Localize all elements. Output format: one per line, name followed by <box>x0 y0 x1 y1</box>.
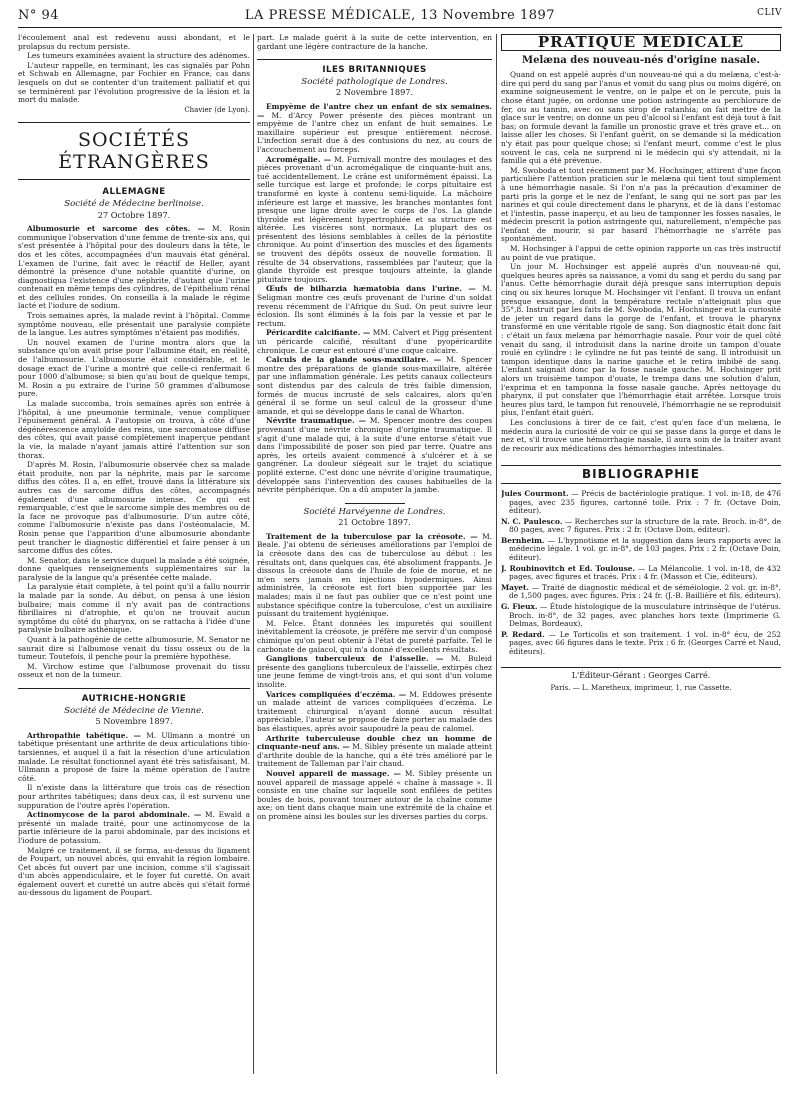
report-title: Ganglions tuberculeux de l'aisselle. — <box>266 654 444 664</box>
bibliography-entry: Jules Courmont. — Précis de bactériologie pratique. 1 vol. in-18, de 476 pages, avec 235 figures, cartonné toile. Prix : 7 fr. (Octave Doin, éditeur). <box>501 488 781 516</box>
society-name: Société Harvéyenne de Londres. <box>303 506 446 517</box>
column-1 <box>18 34 250 1064</box>
paragraph: Les tumeurs examinées avaient la structure des adénomes. <box>27 51 250 61</box>
paragraph: Quant à la pathogénie de cette albumosurie, M. Senator ne saurait dire si l'albumose venait du tissu osseux ou de la tumeur. Toutefois, il penche pour la première hypothèse. <box>18 635 250 662</box>
editor-line: L'Éditeur-Gérant : Georges Carré. <box>501 667 781 681</box>
paragraph: D'après M. Rosin, l'albumosurie observée chez sa malade était produite, non par la néphrite, mais par le sarcome diffus des côtes. Il a, en effet, trouvé dans la littérature six autres cas de sarcome diffus des côtes, accompagnés également d'une albumosurie intense. Ce qui est remarquable, c'est que le sarcome simple des membres ou de la face ne provoque pas d'albumosurie. D'un autre côté, comme l'albumosurie n'existe pas dans l'ostéomalacie, M. Rosin pense que l'apparition d'une albumosurie abondante peut trancher le diagnostic différentiel et faire penser à un sarcome diffus des côtes. <box>18 460 250 556</box>
report-title: Arthropathie tabétique. — <box>27 730 141 740</box>
paragraph: part. Le malade guérit à la suite de cette intervention, en gardant une légère contracture de la hanche. <box>257 34 492 51</box>
paragraph: L'auteur rappelle, en terminant, les cas signalés par Pohn et Schwab en Allemagne, par Fochier en France, cas dans lesquels on dut se contenter d'un traitement palliatif et qui se terminèrent par l'évolution progressive de la lésion et la mort du malade. <box>18 60 250 105</box>
society-name: Société de Médecine de Vienne. <box>64 705 204 716</box>
paragraph: Acromégalie. — M. Furnivall montre des moulages et des pièces provenant d'un acromégalique de cinquante-huit ans, tué accidentellement. Le crâne est uniformément épaissi. La selle turcique est large et profonde; le corps pituitaire est transformé en kyste à contenu semi-liquide. La mâchoire inférieure est large et massive, les branches montantes font presque une ligne droite avec le corps de l'os. La glande thyroïde est légèrement hypertrophiée et sa structure est altérée. Les viscères sont normaux. La plupart des os présentent des lésions semblables à celles de la périostite chronique. Au point d'insertion des muscles et des ligaments se trouvent des dépôts osseux de nouvelle formation. Il résulte de 34 observations, rassemblées par l'auteur, que la glande thyroïde est presque toujours atteinte, la glande pituitaire toujours. <box>257 154 492 284</box>
report-title: Péricardite calcifiante. — <box>266 328 371 338</box>
society-name: Société pathologique de Londres. <box>301 76 448 87</box>
paragraph: Arthropathie tabétique. — M. Ullmann a montré un tabétique présentant une arthrite de deux articulations tibio-tarsiennes, et auquel il a fait la résection d'une articulation malade. Le résultat fonctionnel ayant été très satisfaisant, M. Ullmann a proposé de faire la même opération de l'autre côté. <box>18 730 250 783</box>
article-title: Melæna des nouveau-nés d'origine nasale. <box>522 54 760 66</box>
paragraph: Un jour M. Hochsinger est appelé auprès d'un nouveau-né qui, quelques heures après sa naissance, a vomi du sang et perdu du sang par l'anus. Cette hémorrhagie durait déjà presque sans interruption depuis cinq ou six heures lorsque M. Hochsinger vit l'enfant. Il trouva un enfant presque exsangue, dont la température rectale n'atteignait plus que 35°,8. Instruit par les faits de M. Swoboda, M. Hochsinger eut la curiosité de jeter un regard dans la gorge de l'enfant, et trouva le pharynx transformé en une véritable rigole de sang. Son diagnostic était donc fait : c'était un faux melæna par hémorrhagie nasale. Pour voir de quel côté venait du sang, il introduisit dans la narine droite un tampon d'ouate roulé en cylindre : le cylindre ne fut pas teinté de sang. Il introduisit un tampon identique dans la narine gauche et le retira imbibé de sang. L'enfant saignait donc par la fosse nasale gauche. M. Hochsinger prit alors un troisième tampon d'ouate, le trempa dans une solution d'alun, l'exprima et en tamponna la fosse nasale gauche. Après nettoyage du pharynx, il put constater que l'hémorrhagie était arrêtée. Lorsque trois heures plus tard, le tampon fut renouvelé, l'hémorrhagie ne se reproduisit plus, l'enfant était guéri. <box>501 262 781 418</box>
paragraph: M. Hochsinger à l'appui de cette opinion rapporte un cas très instructif au point de vue pratique. <box>501 244 781 262</box>
report-title: Arthrite tuberculeuse double chez un homme de cinquante-neuf ans. — <box>257 733 492 752</box>
paragraph: Un nouvel examen de l'urine montra alors que la substance qu'on avait prise pour l'albumine était, en réalité, de l'albumosurie. L'albumosurie était considérable, et le dosage exact de l'urine a montré que celle-ci renfermait 6 pour 1000 d'albumose; si bien qu'au bout de quelque temps, M. Rosin a pu extraire de l'urine 50 grammes d'albumose pure. <box>18 337 250 399</box>
rubric-title: PRATIQUE MÉDICALE <box>501 34 781 51</box>
bibliography-entry: N. C. Paulesco. — Recherches sur la structure de la rate. Broch. in-8°, de 80 pages, avec 7 figures. Prix : 2 fr. (Octave Doin, éditeur). <box>501 516 781 535</box>
printer-line: Paris. — L. Maretheux, imprimeur, 1, rue Cassette. <box>550 684 732 693</box>
report-title: Névrite traumatique. — <box>266 416 367 426</box>
page-folio: CLIV <box>757 8 782 18</box>
signature: Chavier (de Lyon). <box>184 105 250 114</box>
page-header <box>18 6 782 28</box>
bibliography-entry: J. Roubinovitch et Ed. Toulouse. — La Mélancolie. 1 vol. in-18, de 432 pages, avec figures et tracés. Prix : 4 fr. (Masson et Cie, éditeurs). <box>501 563 781 582</box>
paragraph: M. Virchow estime que l'albumose provenait du tissu osseux et non de la tumeur. <box>18 661 250 680</box>
paragraph: La malade succomba, trois semaines après son entrée à l'hôpital, à une pneumonie terminale, venue compliquer l'épuisement général. A l'autopsie on trouva, à côté d'une dégénérescence amyloïde des reins, une sarcomatose diffuse des côtes, qui avait passé complètement inaperçue pendant la vie, la malade n'ayant jamais attiré l'attention sur son thorax. <box>18 399 250 460</box>
journal-title: LA PRESSE MÉDICALE, 13 Novembre 1897 <box>244 8 556 23</box>
report-title: Empyème de l'antre chez un enfant de six semaines. — <box>257 101 492 120</box>
report-title: Calculs de la glande sous-maxillaire. — <box>266 355 442 365</box>
country-heading: AUTRICHE-HONGRIE <box>18 688 250 704</box>
report-title: Albumosurie et sarcome des côtes. — <box>27 224 205 234</box>
paragraph: Quand on est appelé auprès d'un nouveau-né qui a du melæna, c'est-à-dire qui perd du sang par l'anus et vomit du sang plus ou moins digéré, on examine soigneusement le ventre, on le palpe et on le percute, puis la chose étant jugée, on ordonne une potion astringente au perchlorure de fer, ou au tannin, avec ou sans sirop de ratanhia; on fait mettre de la glace sur le ventre; on donne un peu d'alcool si l'enfant est déjà tout à fait bas; on formule devant la famille un pronostic grave et très grave et... on laisse aller les choses. Si l'enfant guérit, on se demande si la médication n'y était pas pour quelque chose; si l'enfant meurt, comme c'est le plus souvent le cas, cela ne surprend ni le médecin qui s'y attendait, ni la famille qui a été prévenue. <box>501 70 781 166</box>
session-date: 27 Octobre 1897. <box>97 209 171 220</box>
country-heading: ILES BRITANNIQUES <box>257 59 492 75</box>
paragraph: La paralysie était complète, à tel point qu'il a fallu nourrir la malade par la sonde. Au début, on pensa à une lésion bulbaire; mais comme il n'y avait pas de contractions fibrillaires ni d'atrophie, et qu'on ne trouvait aucun symptôme du côté du pharynx, on se rattacha à l'idée d'une paralysie bulbaire asthénique. <box>18 582 250 635</box>
page-number: N° 94 <box>18 8 60 23</box>
report-title: Varices compliquées d'eczéma. — <box>266 689 407 699</box>
paragraph: Varices compliquées d'eczéma. — M. Eddowes présente un malade atteint de varices compliquées d'eczéma. Le traitement chirurgical n'ayant donné aucun résultat appréciable, l'auteur se propose de faire porter au malade des bas élastiques, après avoir saupoudré la peau de calomel. <box>257 689 492 733</box>
paragraph: Névrite traumatique. — M. Spencer montre des coupes provenant d'une névrite chronique d'origine traumatique. Il s'agit d'une malade qui, à la suite d'une entorse s'était vue dans l'impossibilité de poser son pied par terre. Quatre ans après, les orteils avaient commencé à s'ulcérer et à se gangréner. La douleur siégeait sur le trajet du sciatique poplité externe. C'est donc une névrite d'origine traumatique, développée sans l'intervention des causes habituelles de la névrite périphérique. On a dû amputer la jambe. <box>257 416 492 495</box>
report-title: Acromégalie. — <box>266 154 332 164</box>
paragraph: Œufs de bilharzia hæmatobia dans l'urine. — M. Seligman montre ces œufs provenant de l'urine d'un soldat revenu récemment de l'Afrique du Sud. On peut suivre leur éclosion. Ils sont éliminés à la fois par la vessie et par le rectum. <box>257 284 492 328</box>
column-3 <box>501 34 781 1064</box>
report-title: Traitement de la tuberculose par la créosote. — <box>266 531 478 541</box>
paragraph: Traitement de la tuberculose par la créosote. — M. Beale. J'ai obtenu de sérieuses améliorations par l'emploi de la créosote dans des cas de tuberculose au début : les résultats ont, dans quelques cas, été absolument frappants. Je dissous la créosote dans de l'huile de foie de morue, et ne m'en sers jamais en injections hypodermiques. Ainsi administrée, la créosote est fort bien supportée par les malades; mais il ne faut pas oublier que ce n'est point une substance spécifique contre la tuberculose, c'est un auxiliaire puissant du traitement hygiénique. <box>257 531 492 619</box>
paragraph: Ganglions tuberculeux de l'aisselle. — M. Buleid présente des ganglions tuberculeux de l'aisselle, extirpés chez une jeune femme de vingt-trois ans, et qui sont d'un volume insolite. <box>257 654 492 689</box>
session-date: 21 Octobre 1897. <box>338 517 411 528</box>
session-date: 2 Novembre 1897. <box>335 87 414 98</box>
paragraph: Il n'existe dans la littérature que trois cas de résection pour arthrites tabétiques; dans deux cas, il est survenu une suppuration de l'outre après l'opération. <box>18 783 250 810</box>
paragraph: Empyème de l'antre chez un enfant de six semaines. — M. d'Arcy Power présente des pièces montrant un empyème de l'antre chez un enfant de huit semaines. Le maxillaire supérieur est presque entièrement nécrosé. L'infection serait due à des contusions du nez, au cours de l'accouchement au forceps. <box>257 101 492 154</box>
paragraph: M. Senator, dans le service duquel la malade a été soignée, donne quelques renseignements supplémentaires sur la paralysie de la langue qu'a présentée cette malade. <box>18 555 250 582</box>
paragraph: Malgré ce traitement, il se forma, au-dessus du ligament de Poupart, un nouvel abcès, qui envahit la région lombaire. Cet abcès fut ouvert par une incision, comme s'il s'agissait d'un abcès appendiculaire, et le foyer fut curetté. On avait également ouvert et curetté un autre abcès qui s'était formé au-dessous du ligament de Poupart. <box>18 845 250 898</box>
report-title: Actinomycose de la paroi abdominale. — <box>27 810 202 820</box>
paragraph: M. Swoboda et tout récemment par M. Hochsinger, attirent d'une façon particulière l'attention praticien sur le melæna qui tient tout simplement à une hémorrhagie nasale. Si l'on n'a pas la précaution d'examiner de parti pris la gorge et le nez de l'enfant, le sang qui ne sort pas par les narines et qui coule directement dans le pharynx, et de là dans l'estomac et l'intestin, passe inaperçu, et au lieu de tamponner les fosses nasales, le médecin prescrit la potion astringente qui, naturellement, n'empêche pas l'enfant de mourir, si par hasard l'hémorrhagie ne s'arrête pas spontanément. <box>501 165 781 244</box>
bibliography-entry: G. Fieux. — Étude histologique de la musculature intrinsèque de l'utérus. Broch. in-8°, de 32 pages, avec planches hors texte (Imprimerie G. Delmas, Bordeaux). <box>501 602 781 629</box>
country-heading: ALLEMAGNE <box>102 187 166 198</box>
column-divider <box>253 34 254 1074</box>
paragraph: Nouvel appareil de massage. — M. Sibley présente un nouvel appareil de massage appelé « chaîne à massage ». Il consiste en une chaîne sur laquelle sont enfilées de petites boules de bois, pouvant tourner autour de la chaîne comme axe; on tient dans chaque main une extrémité de la chaîne et on promène ainsi les boules sur les diverses parties du corps. <box>257 768 492 821</box>
header-rule <box>18 27 782 28</box>
paragraph: Les conclusions à tirer de ce fait, c'est qu'en face d'un melæna, le médecin aura la curiosité de voir ce qui se passe dans la gorge et dans le nez et, s'il trouve une hémorrhagie nasale, il aura soin de la traiter avant de recourir aux médications des hémorrhagies intestinales. <box>501 417 781 453</box>
bibliography-heading: BIBLIOGRAPHIE <box>501 465 781 484</box>
bibliography-entry: P. Redard. — Le Torticolis et son traitement. 1 vol. in-8° écu, de 252 pages, avec 66 figures dans le texte. Prix : 6 fr. (Georges Carré et Naud, éditeurs). <box>501 629 781 656</box>
bibliography-entry: Bernheim. — L'hypnotisme et la suggestion dans leurs rapports avec la médecine légale. 1 vol. gr. in-8°, de 103 pages. Prix : 2 fr. (Octave Doin, éditeur). <box>501 535 781 563</box>
paragraph: Trois semaines après, la malade revint à l'hôpital. Comme symptôme nouveau, elle présentait une paralysie complète de la langue. Les autres symptômes n'étaient pas modifiés. <box>18 311 250 338</box>
paragraph: M. Felce. Étant données les impuretés qui souillent inévitablement la créosote, je préfère me servir d'un composé chimique qu'on peut obtenir à l'état de pureté parfaite. Tel le carbonate de gaïacol, qui m'a donné d'excellents résultats. <box>257 618 492 654</box>
column-divider <box>496 34 497 1074</box>
paragraph: Péricardite calcifiante. — MM. Calvert et Pigg présentent un péricarde calcifié, résultant d'une pyopéricardite chronique. Le cœur est entouré d'une coque calcaire. <box>257 328 492 355</box>
session-date: 5 Novembre 1897. <box>95 716 173 727</box>
report-title: Nouvel appareil de massage. — <box>266 768 401 778</box>
paragraph: Arthrite tuberculeuse double chez un homme de cinquante-neuf ans. — M. Sibley présente un malade atteint d'arthrite double de la hanche, qui a été très amélioré par le traitement de Talleman par l'air chaud. <box>257 733 492 769</box>
paragraph: Albumosurie et sarcome des côtes. — M. Rosin communique l'observation d'une femme de trente-six ans, qui s'est présentée à l'hôpital pour des douleurs dans la tête, le dos et les côtes, accompagnées d'un mauvais état général. L'examen de l'urine, fait avec le réactif de Heller, ayant démontré la présence d'une notable quantité d'urine, on diagnostiqua l'existence d'une néphrite, d'autant que l'urine contenait en même temps des cylindres, de l'épithélium rénal et des cellules rondes. On conseilla à la malade le régime lacté et l'iodure de sodium. <box>18 224 250 311</box>
society-name: Société de Médecine berlinoise. <box>64 198 204 209</box>
column-2 <box>257 34 492 1064</box>
paragraph: Calculs de la glande sous-maxillaire. — M. Spencer montre des préparations de glande sous-maxillaire, altérée par une inflammation générale. Les petits canaux collecteurs sont distendus par des calculs de très faible dimension, formés de mucus incrusté de sels calcaires, alors qu'en général il se forme un seul calcul de la grosseur d'une amande, et qui se développe dans le canal de Wharton. <box>257 355 492 416</box>
paragraph: l'écoulement anal est redevenu aussi abondant, et le prolapsus du rectum persiste. <box>18 34 250 51</box>
section-title: SOCIÉTÉS ÉTRANGÈRES <box>18 122 250 180</box>
bibliography-entry: Mayet. — Traité de diagnostic médical et de séméiologie. 2 vol. gr. in-8°, de 1,500 pages, avec figures. Prix : 24 fr. (J.-B. Baillière et fils, éditeurs). <box>501 582 781 601</box>
divider <box>345 503 405 504</box>
report-title: Œufs de bilharzia hæmatobia dans l'urine. — <box>266 284 476 294</box>
paragraph: Actinomycose de la paroi abdominale. — M. Ewald a présenté un malade traité, pour une actinomycose de la partie inférieure de la paroi abdominale, par des incisions et l'iodure de potassium. <box>18 810 250 845</box>
